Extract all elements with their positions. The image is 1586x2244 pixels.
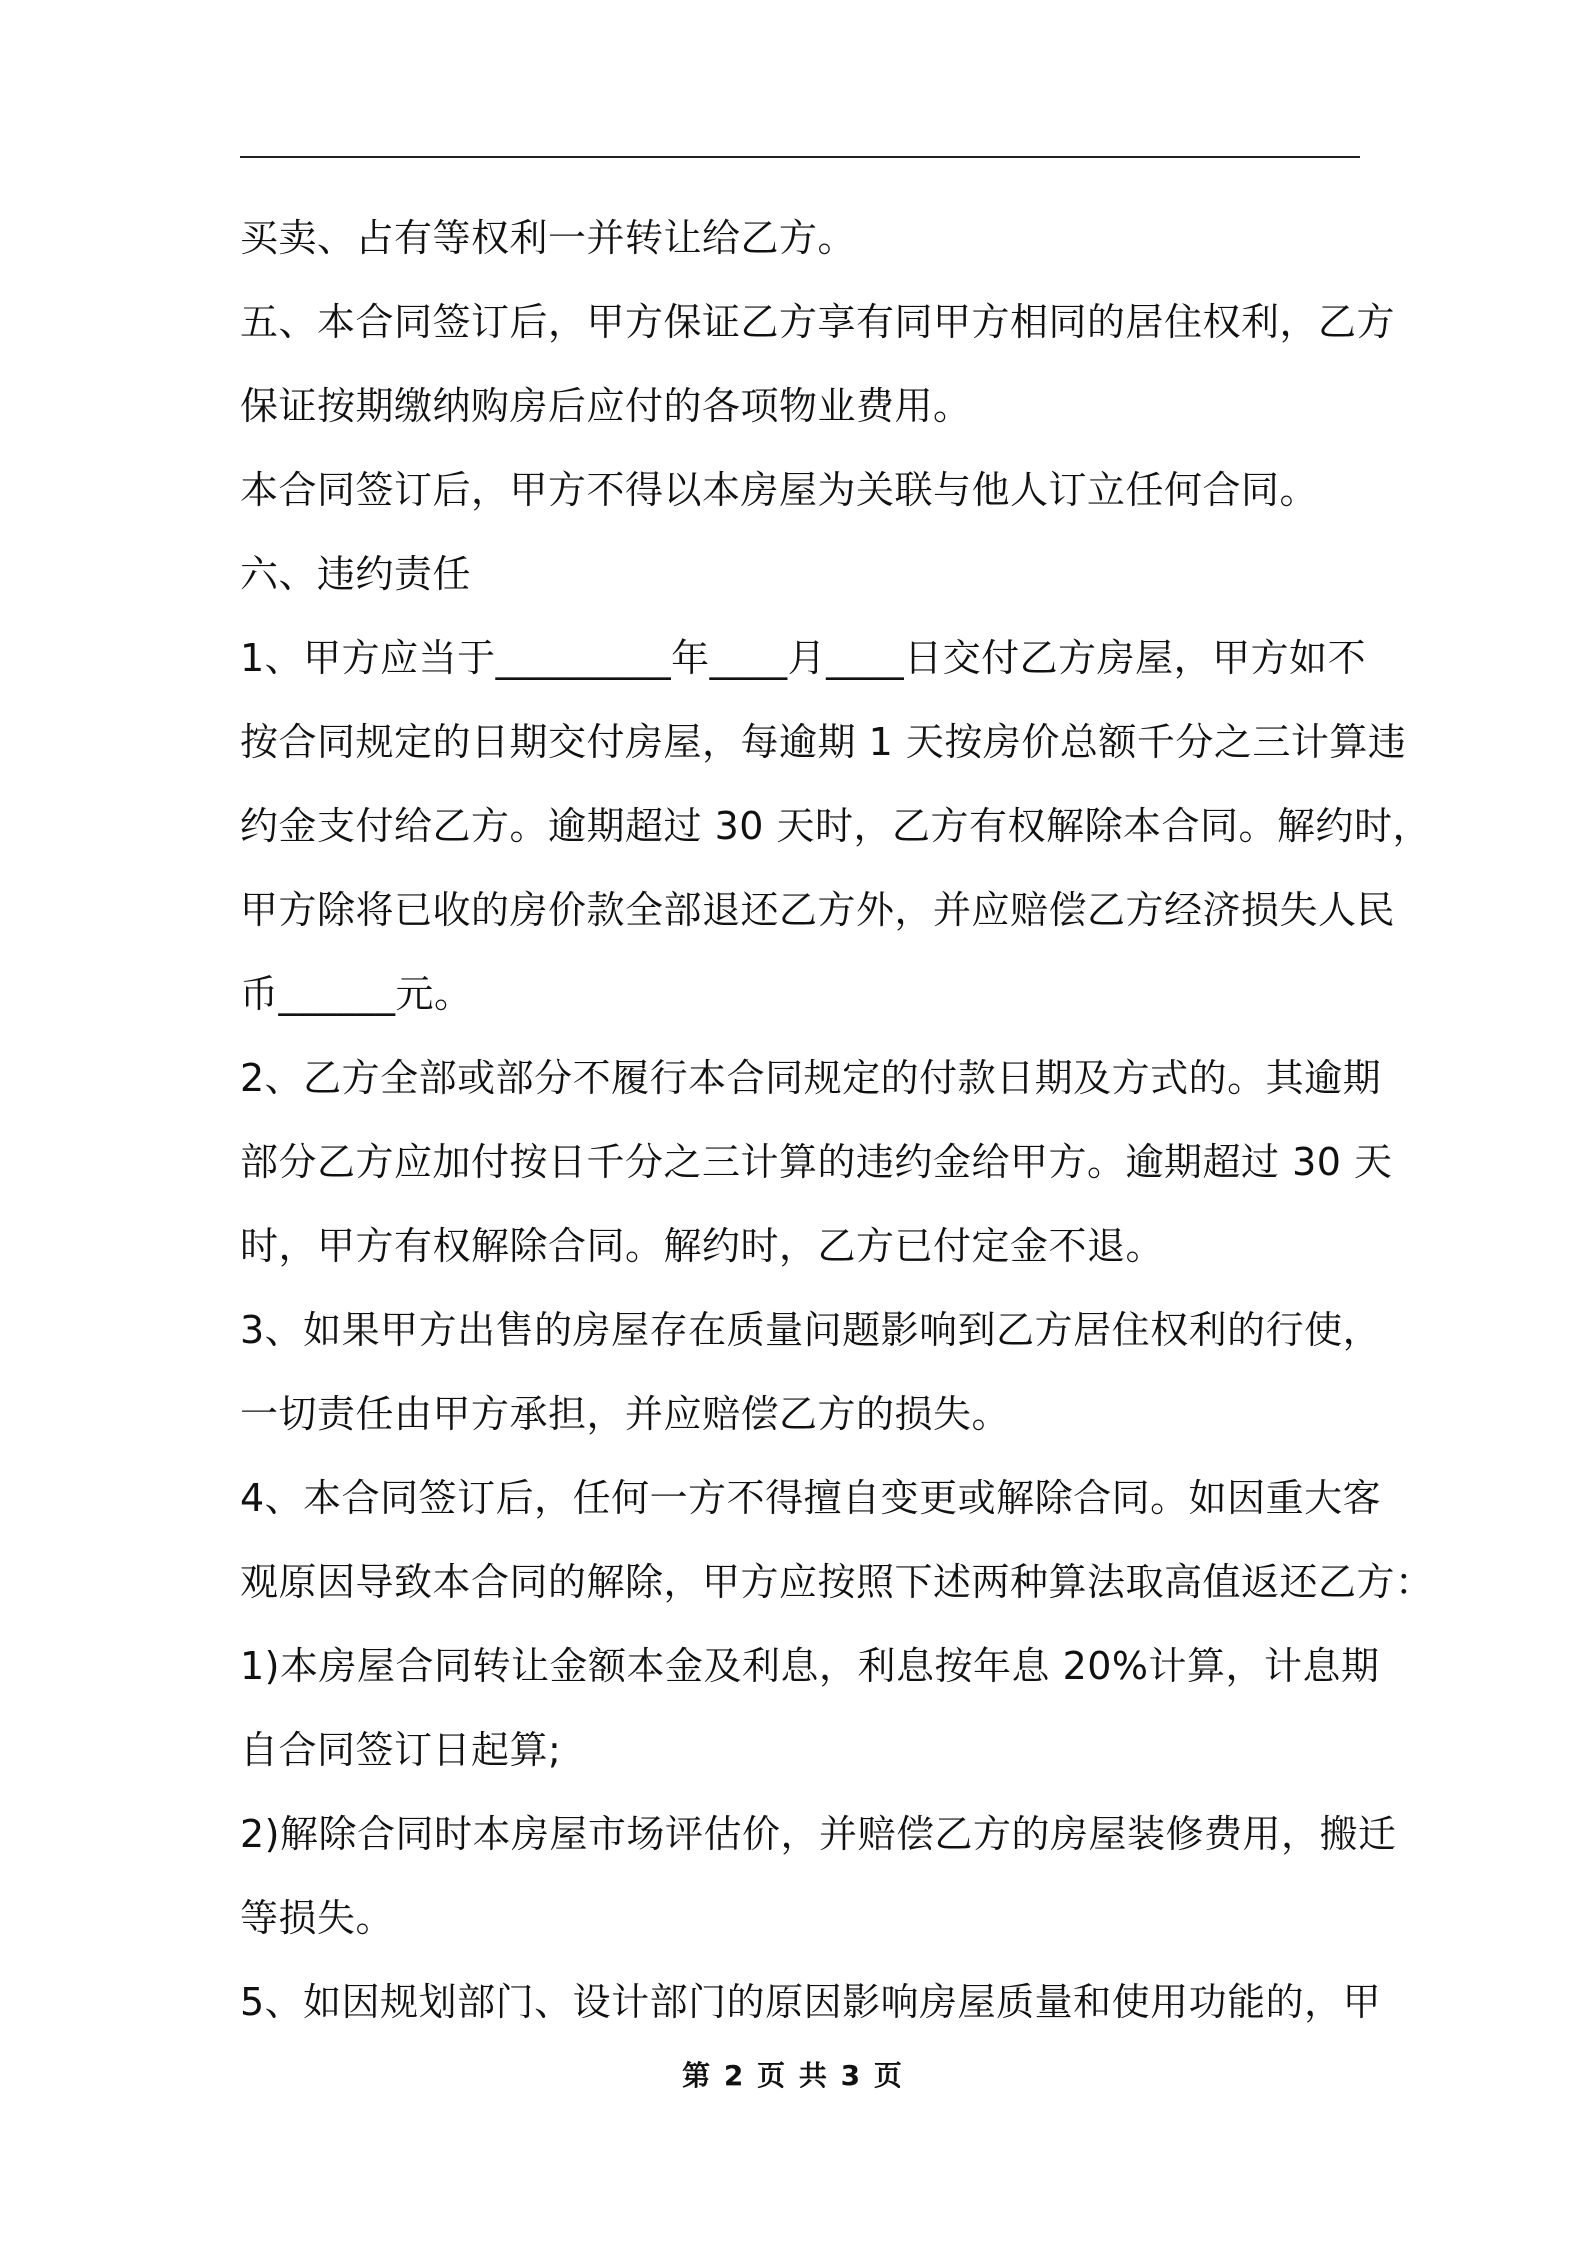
text-line: 买卖、占有等权利一并转让给乙方。 — [240, 216, 857, 260]
text-line: 约金支付给乙方。逾期超过 30 天时，乙方有权解除本合同。解约时， — [240, 804, 1432, 848]
text-line: 5、如因规划部门、设计部门的原因影响房屋质量和使用功能的，甲 — [240, 1980, 1382, 2024]
section-heading: 六、违约责任 — [240, 552, 472, 596]
text-line: 保证按期缴纳购房后应付的各项物业费用。 — [240, 384, 972, 428]
text-line: 自合同签订日起算; — [240, 1728, 562, 1772]
text-line: 1、甲方应当于_________年____月____日交付乙方房屋，甲方如不 — [240, 636, 1367, 680]
document-body — [240, 196, 1434, 2044]
text-line: 2、乙方全部或部分不履行本合同规定的付款日期及方式的。其逾期 — [240, 1056, 1382, 1100]
text-line: 时，甲方有权解除合同。解约时，乙方已付定金不退。 — [240, 1224, 1165, 1268]
text-line: 等损失。 — [240, 1896, 395, 1940]
text-line: 五、本合同签订后，甲方保证乙方享有同甲方相同的居住权利，乙方 — [240, 300, 1396, 344]
text-line: 一切责任由甲方承担，并应赔偿乙方的损失。 — [240, 1392, 1011, 1436]
text-line: 3、如果甲方出售的房屋存在质量问题影响到乙方居住权利的行使， — [240, 1308, 1382, 1352]
text-line: 币______元。 — [240, 972, 473, 1016]
text-line: 观原因导致本合同的解除，甲方应按照下述两种算法取高值返还乙方： — [240, 1560, 1434, 1604]
text-line: 1)本房屋合同转让金额本金及利息，利息按年息 20%计算，计息期 — [240, 1644, 1380, 1688]
text-line: 甲方除将已收的房价款全部退还乙方外，并应赔偿乙方经济损失人民 — [240, 888, 1396, 932]
text-line: 2)解除合同时本房屋市场评估价，并赔偿乙方的房屋装修费用，搬迁 — [240, 1812, 1397, 1856]
page-number-footer: 第 2 页 共 3 页 — [682, 2059, 904, 2092]
text-line: 部分乙方应加付按日千分之三计算的违约金给甲方。逾期超过 30 天 — [240, 1140, 1393, 1184]
header-divider — [240, 156, 1360, 158]
text-line: 按合同规定的日期交付房屋，每逾期 1 天按房价总额千分之三计算违 — [240, 720, 1407, 764]
text-line: 4、本合同签订后，任何一方不得擅自变更或解除合同。如因重大客 — [240, 1476, 1382, 1520]
text-line: 本合同签订后，甲方不得以本房屋为关联与他人订立任何合同。 — [240, 468, 1319, 512]
